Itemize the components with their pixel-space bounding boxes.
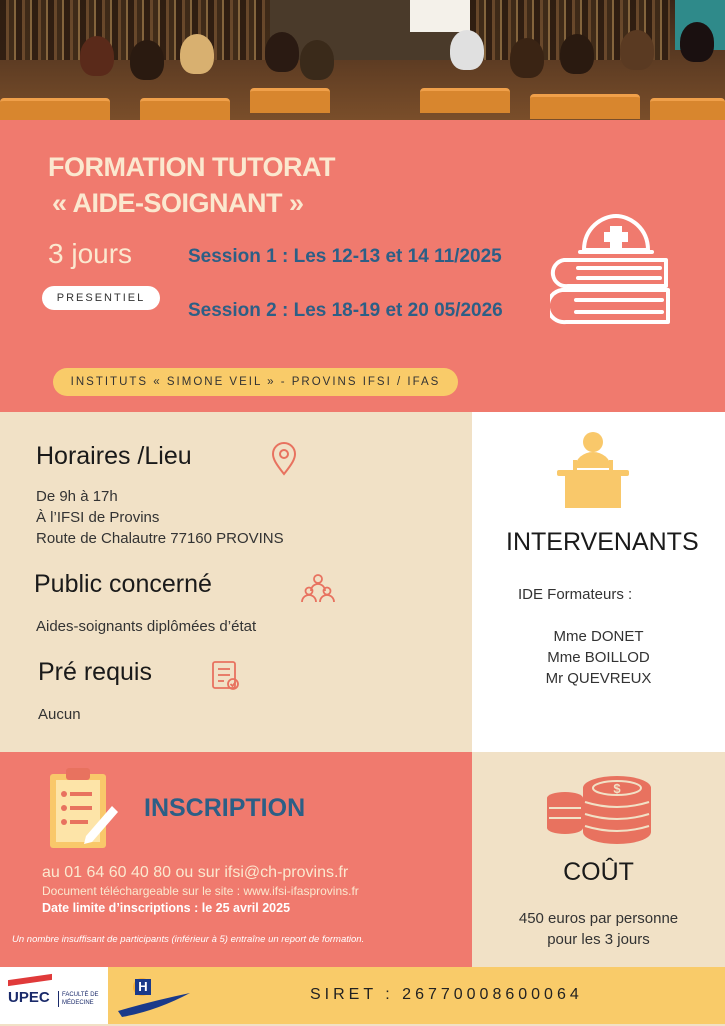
intervenants-subtitle: IDE Formateurs : (518, 586, 633, 603)
lecture-hall-photo (0, 0, 725, 120)
horaires-heading: Horaires /Lieu (36, 442, 192, 470)
prerequis-text: Aucun (38, 706, 81, 723)
horaires-line-2: À l’IFSI de Provins (36, 509, 160, 526)
partner-logo-letter: H (135, 979, 151, 995)
upec-faculty: FACULTÉ DE MÉDECINE (58, 991, 108, 1007)
inscription-notice: Un nombre insuffisant de participants (inférieur à 5) entraîne un report de formation. (12, 934, 365, 945)
cout-line-1: 450 euros par personne (518, 910, 679, 927)
clipboard-icon (46, 764, 120, 852)
prerequis-heading: Pré requis (38, 658, 152, 686)
session-2: Session 2 : Les 18-19 et 20 05/2026 (188, 300, 503, 321)
duration: 3 jours (48, 238, 133, 269)
location-pin-icon (270, 442, 298, 476)
public-heading: Public concerné (34, 570, 212, 598)
mode-badge: PRESENTIEL (42, 286, 160, 310)
intervenant-name: Mme BOILLOD (547, 649, 650, 666)
institute-badge: INSTITUTS « SIMONE VEIL » - PROVINS IFSI / IFAS (53, 368, 458, 396)
title-line2: « AIDE-SOIGNANT » (52, 188, 304, 218)
intervenant-name: Mme DONET (553, 628, 644, 645)
upec-logo (0, 967, 108, 1024)
cout-heading: COÛT (563, 858, 634, 886)
title-line1: FORMATION TUTORAT (48, 152, 335, 182)
group-icon (300, 572, 336, 604)
inscription-deadline: Date limite d’inscriptions : le 25 avril 2025 (42, 901, 291, 915)
coins-icon (545, 774, 655, 844)
svg-text:$: $ (613, 781, 621, 796)
first-aid-books-icon (550, 210, 680, 330)
siret-number: SIRET : 26770008600064 (310, 986, 583, 1003)
horaires-line-1: De 9h à 17h (36, 488, 118, 505)
cout-line-2: pour les 3 jours (547, 931, 650, 948)
session-1: Session 1 : Les 12-13 et 14 11/2025 (188, 246, 502, 267)
public-text: Aides-soignants diplômées d’état (36, 618, 257, 635)
intervenant-name: Mr QUEVREUX (545, 670, 652, 687)
inscription-heading: INSCRIPTION (144, 794, 306, 822)
upec-logo-text: UPEC (8, 989, 50, 1006)
checklist-icon (208, 658, 242, 692)
inscription-contact: au 01 64 60 40 80 ou sur ifsi@ch-provins.fr (42, 864, 349, 881)
speaker-podium-icon (553, 430, 633, 510)
intervenants-heading: INTERVENANTS (506, 528, 699, 556)
inscription-download: Document téléchargeable sur le site : www.ifsi-ifasprovins.fr (42, 884, 359, 898)
partner-logo (112, 971, 192, 1021)
horaires-line-3: Route de Chalautre 77160 PROVINS (36, 530, 284, 547)
